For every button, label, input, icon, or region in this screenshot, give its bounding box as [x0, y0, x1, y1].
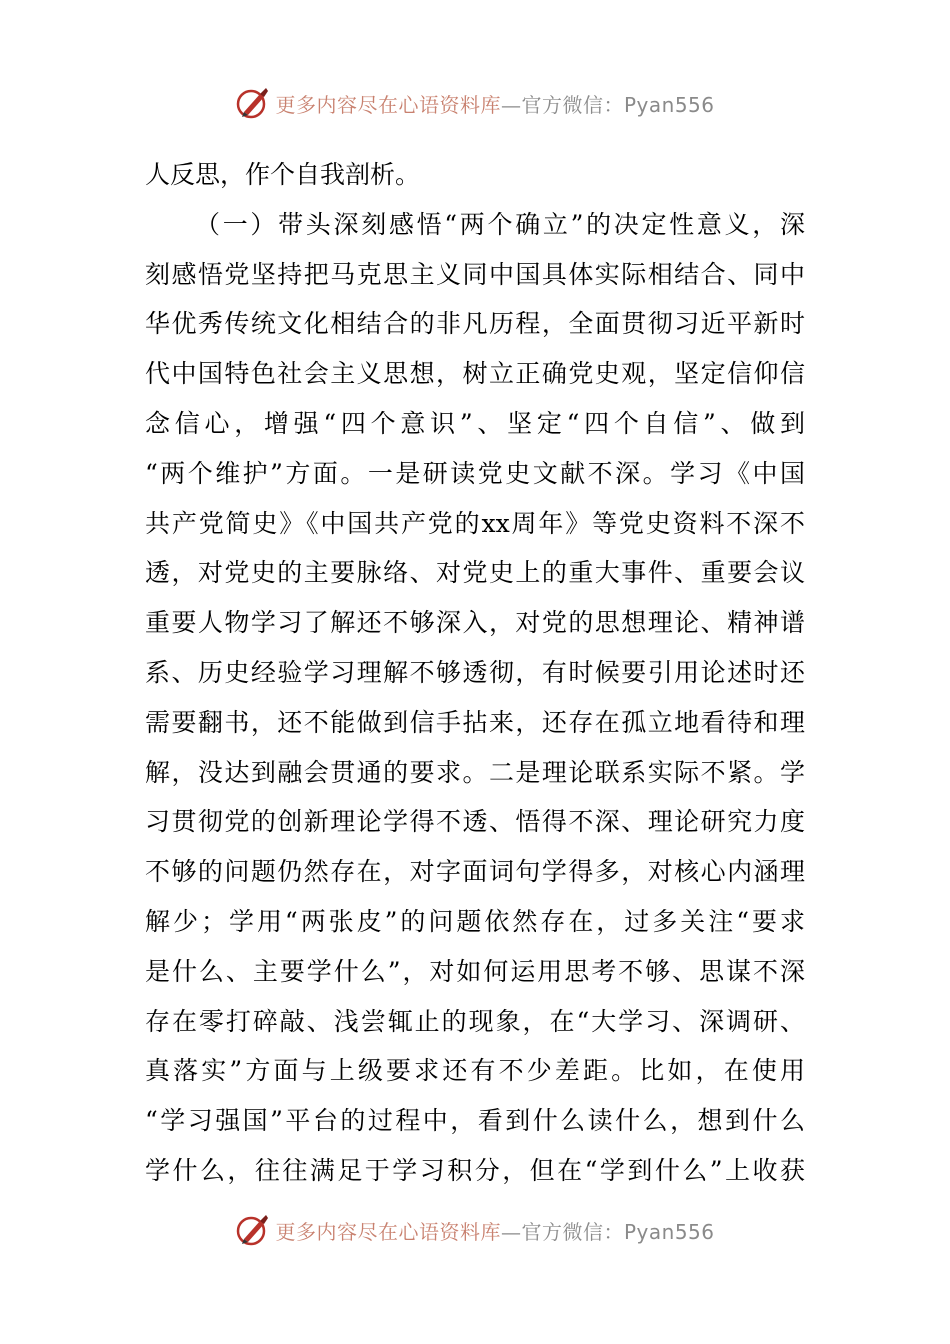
text-line: 系、历史经验学习理解不够透彻，有时候要引用论述时还: [145, 657, 805, 687]
text-line: 重要人物学习了解还不够深入，对党的思想理论、精神谱: [145, 608, 805, 638]
text-line: 刻感悟党坚持把马克思主义同中国具体实际相结合、同中: [145, 259, 805, 289]
text-line: 真落实”方面与上级要求还有不少差距。比如，在使用: [145, 1056, 805, 1086]
text-line: 念信心，增强“四个意识”、坚定“四个自信”、做到: [145, 408, 805, 438]
text-line: 不够的问题仍然存在，对字面词句学得多，对核心内涵理: [145, 857, 805, 887]
text-line: 解，没达到融会贯通的要求。二是理论联系实际不紧。学: [145, 757, 805, 787]
pen-logo-icon: [235, 1212, 271, 1248]
text-line: 学什么，往往满足于学习积分，但在“学到什么”上收获: [145, 1155, 805, 1185]
header-watermark-text: 更多内容尽在心语资料库—官方微信：Pyan556: [275, 92, 715, 117]
text-line: “学习强国”平台的过程中，看到什么读什么，想到什么: [145, 1106, 805, 1136]
text-line: 需要翻书，还不能做到信手拈来，还存在孤立地看待和理: [145, 707, 805, 737]
text-line: 习贯彻党的创新理论学得不透、悟得不深、理论研究力度: [145, 807, 805, 837]
text-line: 存在零打碎敲、浅尝辄止的现象，在“大学习、深调研、: [145, 1006, 805, 1036]
text-line: （一）带头深刻感悟“两个确立”的决定性意义，深: [195, 209, 805, 239]
text-line: 华优秀传统文化相结合的非凡历程，全面贯彻习近平新时: [145, 309, 805, 339]
text-line: 共产党简史》《中国共产党的xx周年》等党史资料不深不: [145, 508, 805, 538]
text-line: 是什么、主要学什么”，对如何运用思考不够、思谋不深: [145, 956, 805, 986]
text-line: 人反思，作个自我剖析。: [145, 160, 421, 189]
text-line: 代中国特色社会主义思想，树立正确党史观，坚定信仰信: [145, 359, 805, 389]
footer-watermark: [0, 1210, 950, 1250]
footer-watermark-text: 更多内容尽在心语资料库—官方微信：Pyan556: [275, 1219, 715, 1244]
text-line: 透，对党史的主要脉络、对党史上的重大事件、重要会议: [145, 558, 805, 588]
header-watermark: [0, 83, 950, 123]
text-line: “两个维护”方面。一是研读党史文献不深。学习《中国: [145, 458, 805, 488]
body-paragraph: [145, 150, 805, 1196]
text-line: 解少；学用“两张皮”的问题依然存在，过多关注“要求: [145, 906, 805, 936]
pen-logo-icon: [235, 85, 271, 121]
